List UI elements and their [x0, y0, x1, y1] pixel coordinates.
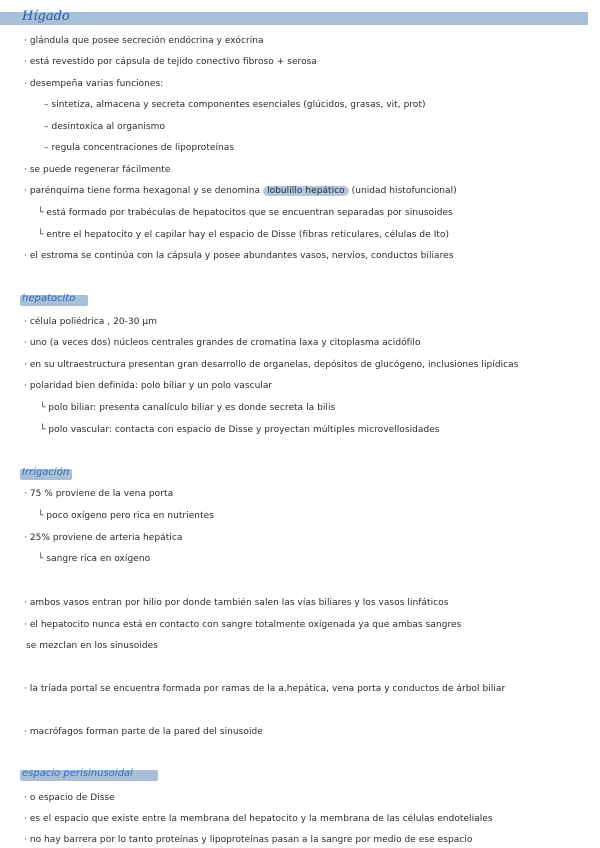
page-title: Hígado	[22, 9, 70, 24]
note-line: · la tríada portal se encuentra formada por ramas de la a.hepática, vena porta y conductos de árbol biliar	[24, 684, 506, 694]
note-line: └ polo vascular: contacta con espacio de Disse y proyectan múltiples microvellosidades	[40, 425, 440, 435]
highlighted-term: lobulillo hepático	[263, 186, 349, 196]
note-line: – regula concentraciones de lipoproteínas	[44, 143, 235, 153]
note-line: · se puede regenerar fácilmente	[24, 165, 171, 175]
note-line: · está revestido por cápsula de tejido conectivo fibroso + serosa	[24, 57, 317, 67]
note-line	[24, 186, 457, 197]
note-line: └ polo biliar: presenta canalículo biliar y es donde secreta la bilis	[40, 403, 336, 413]
note-line: · en su ultraestructura presentan gran desarrollo de organelas, depósitos de glucógeno, inclusiones lipídicas	[24, 360, 519, 370]
note-line: └ está formado por trabéculas de hepatocitos que se encuentran separadas por sinusoides	[38, 208, 453, 218]
note-line: └ poco oxígeno pero rica en nutrientes	[38, 511, 214, 521]
section-heading: hepatocito	[22, 293, 76, 304]
note-line: · polaridad bien definida: polo biliar y un polo vascular	[24, 381, 273, 391]
note-line: · macrófagos forman parte de la pared del sinusoide	[24, 727, 263, 737]
note-line: · o espacio de Disse	[24, 793, 115, 803]
note-text: · parénquima tiene forma hexagonal y se denomina	[24, 186, 261, 196]
note-line: └ entre el hepatocito y el capilar hay el espacio de Disse (fibras reticulares, células de Ito)	[38, 230, 450, 240]
note-line: · no hay barrera por lo tanto proteínas y lipoproteínas pasan a la sangre por medio de ese espacio	[24, 835, 473, 845]
note-line: · célula poliédrica , 20-30 μm	[24, 317, 158, 327]
note-line: └ sangre rica en oxígeno	[38, 554, 151, 564]
note-line: · es el espacio que existe entre la membrana del hepatocito y la membrana de las células endoteliales	[24, 814, 493, 824]
note-line: – desintoxica al organismo	[44, 122, 166, 132]
note-line: · ambos vasos entran por hilio por donde también salen las vías biliares y los vasos linfáticos	[24, 598, 449, 608]
note-text: (unidad histofuncional)	[351, 186, 457, 196]
section-heading: Irrigación	[22, 467, 70, 478]
note-line: · 75 % proviene de la vena porta	[24, 489, 174, 499]
title-highlight	[0, 12, 588, 25]
note-line: · el hepatocito nunca está en contacto con sangre totalmente oxigenada ya que ambas sangres	[24, 620, 462, 630]
note-line: · uno (a veces dos) núcleos centrales grandes de cromatina laxa y citoplasma acidófilo	[24, 338, 421, 348]
note-line: – sintetiza, almacena y secreta componentes esenciales (glúcidos, grasas, vit, prot)	[44, 100, 426, 110]
section-heading: espacio perisinusoidal	[22, 768, 133, 779]
note-line: · desempeña varias funciones:	[24, 79, 164, 89]
note-line: · 25% proviene de arteria hepática	[24, 533, 183, 543]
note-line: se mezclan en los sinusoides	[26, 641, 158, 651]
note-line: · glándula que posee secreción endócrina y exócrina	[24, 36, 264, 46]
note-line: · el estroma se continúa con la cápsula y posee abundantes vasos, nervios, conductos biliares	[24, 251, 454, 261]
